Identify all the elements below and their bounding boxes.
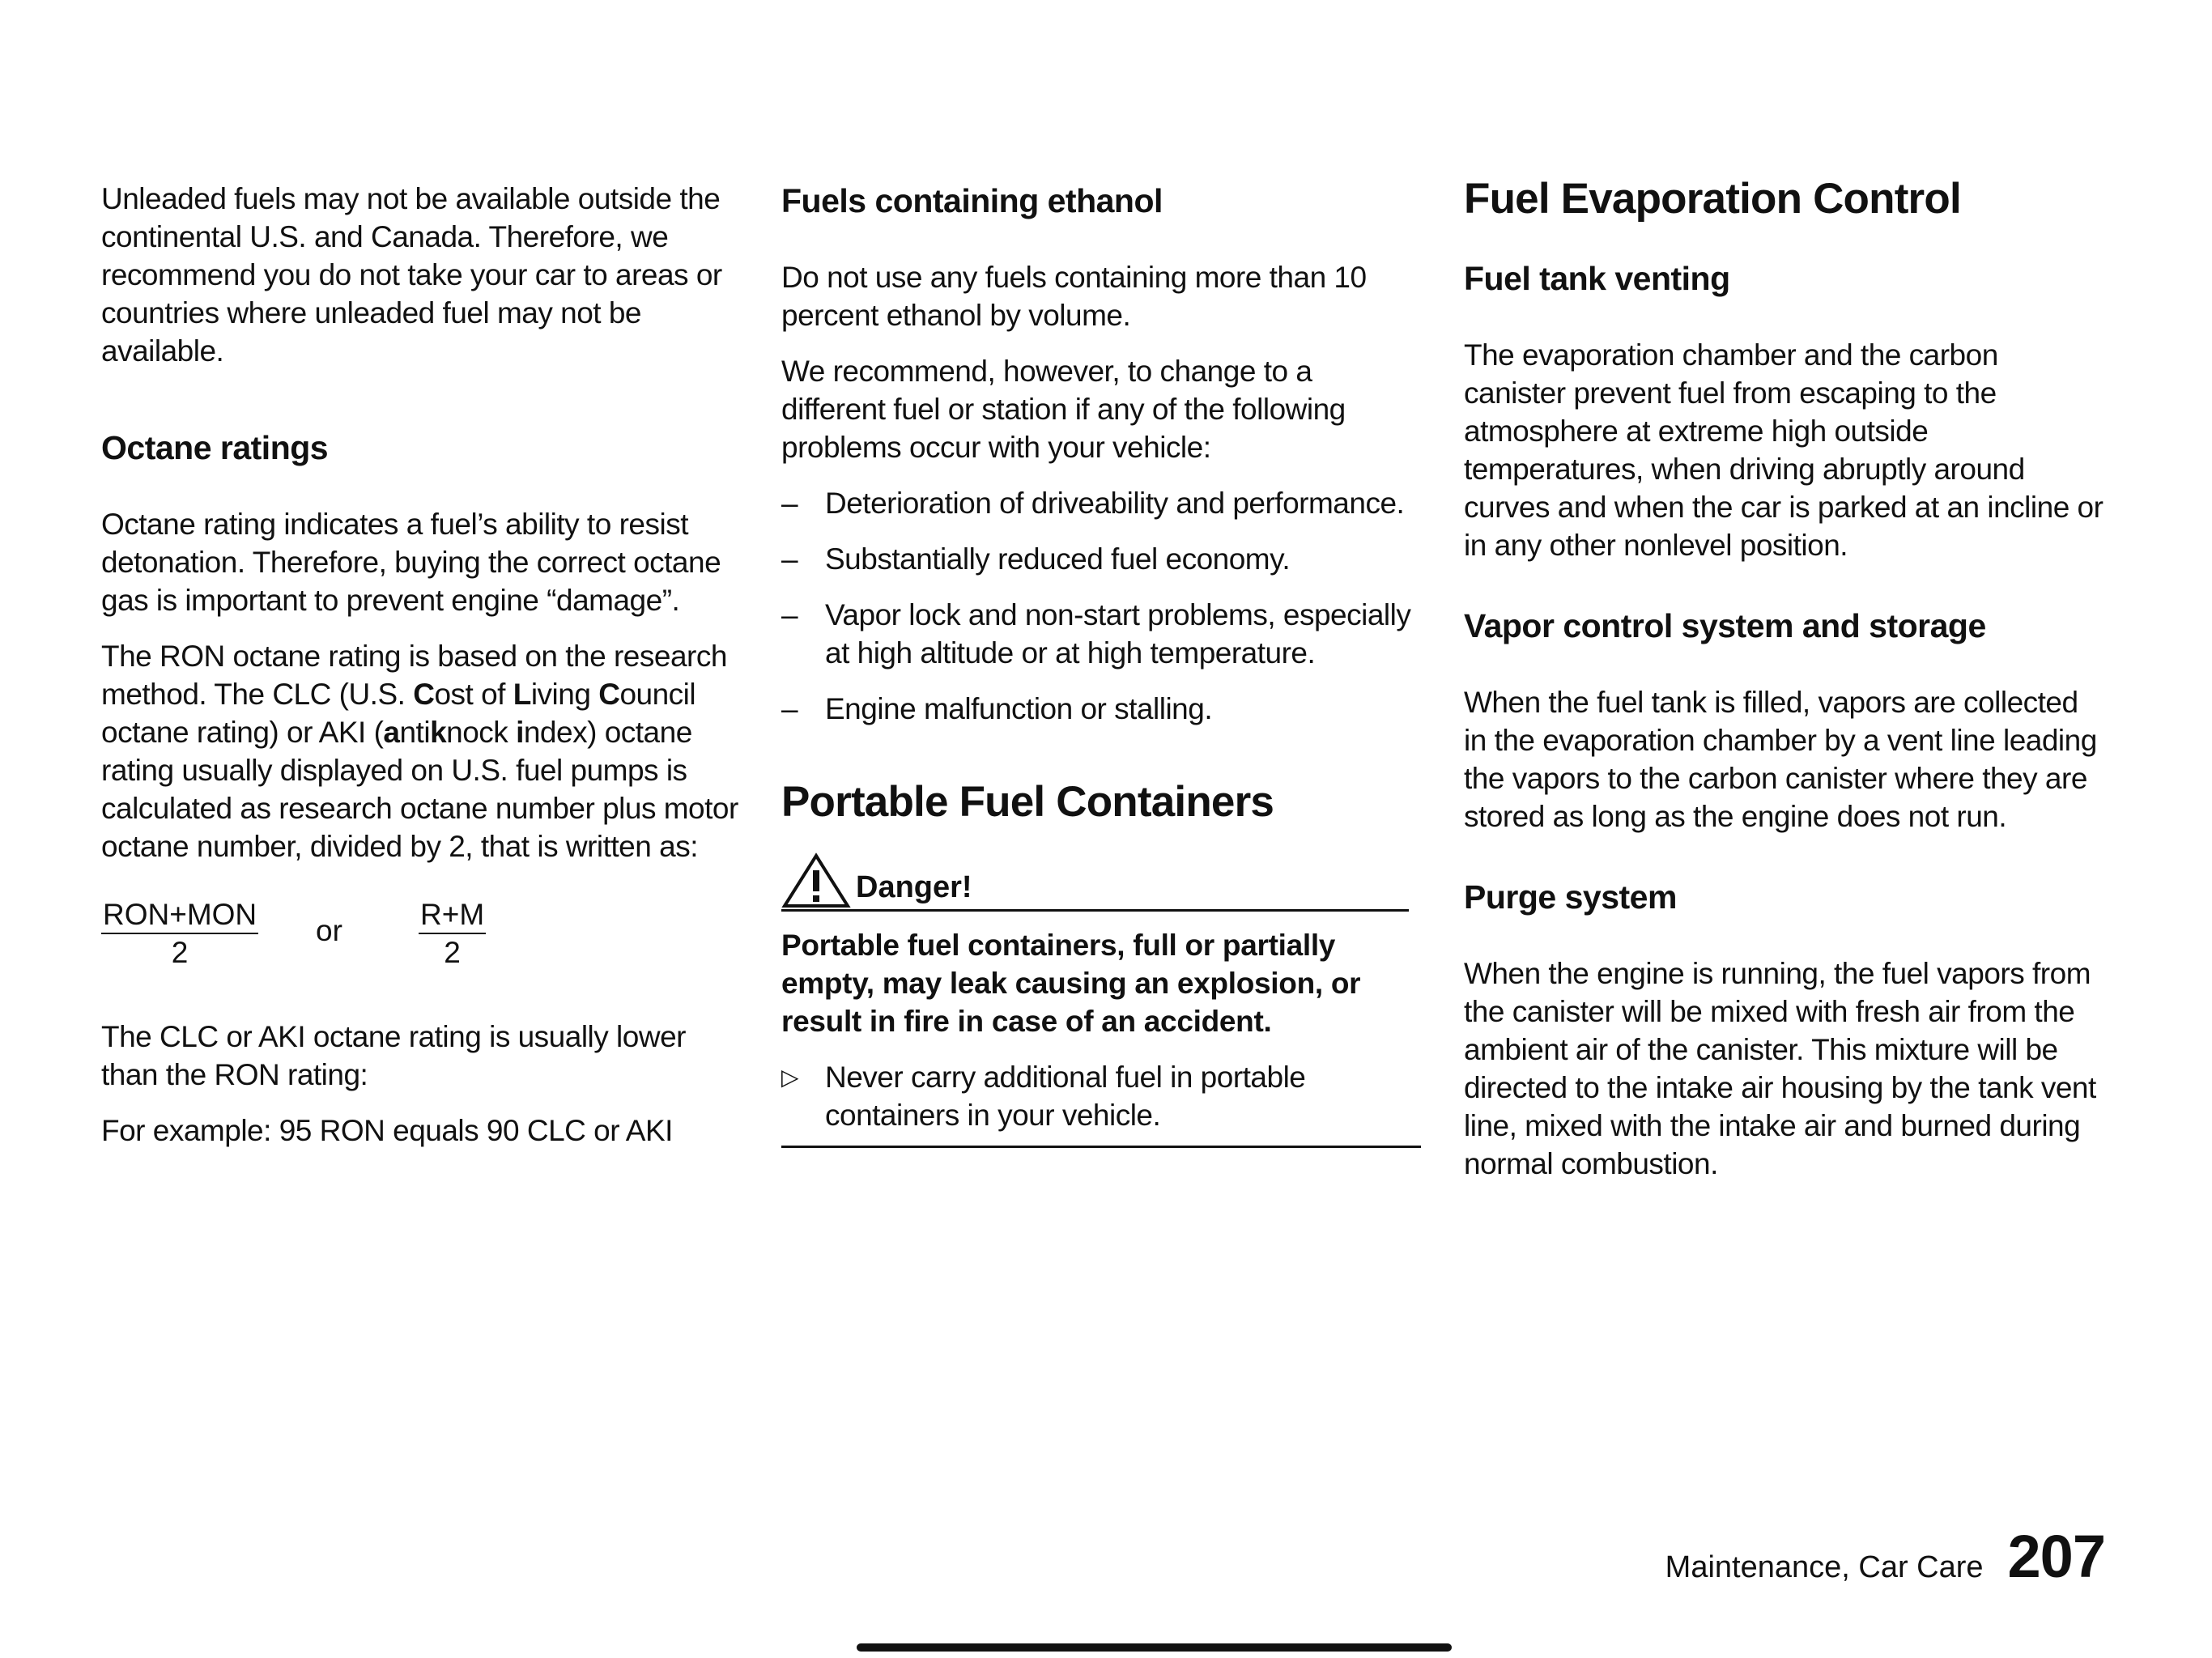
home-indicator-bar[interactable] <box>857 1643 1452 1652</box>
vapor-control-heading: Vapor control system and storage <box>1464 607 1986 644</box>
ron-paragraph: The RON octane rating is based on the research method. The CLC (U.S. Cost of Living Council octane rating) or AKI (antiknock index) octane rating usually displayed on U.S. fuel pumps is calculated as research octane number plus motor octane number, divided by 2, that is written as: <box>101 640 738 863</box>
footer-section-title: Maintenance, Car Care <box>1665 1550 1984 1584</box>
triangle-bullet-icon: ▷ <box>781 1065 799 1090</box>
problems-list <box>781 484 1421 728</box>
example-paragraph: For example: 95 RON equals 90 CLC or AKI <box>101 1114 673 1147</box>
page-number: 207 <box>2007 1523 2105 1590</box>
fraction-r-m: $\frac{R+M}{2}$ <box>420 898 485 969</box>
purge-system-heading: Purge system <box>1464 878 1677 916</box>
column-middle <box>781 180 1421 1148</box>
clc-paragraph: The CLC or AKI octane rating is usually lower than the RON rating: <box>101 1020 686 1091</box>
column-right <box>1464 175 2104 1183</box>
ethanol-heading: Fuels containing ethanol <box>781 182 1163 219</box>
portable-containers-heading: Portable Fuel Containers <box>781 778 1274 826</box>
danger-label: Danger! <box>856 870 972 904</box>
octane-paragraph: Octane rating indicates a fuel’s ability to resist detonation. Therefore, buying the correct octane gas is important to prevent engine “damage”. <box>101 508 721 617</box>
vapor-paragraph: When the fuel tank is filled, vapors are collected in the evaporation chamber by a vent line leading the vapors to the carbon canister where they are stored as long as the engine does not run. <box>1464 686 2097 833</box>
page-footer <box>1665 1522 2105 1591</box>
ethanol-paragraph-1: Do not use any fuels containing more than 10 percent ethanol by volume. <box>781 261 1367 332</box>
warning-triangle-icon <box>781 852 851 908</box>
danger-text: Portable fuel containers, full or partially empty, may leak causing an explosion, or result in fire in case of an accident. <box>781 929 1361 1038</box>
danger-box-header <box>781 852 1409 912</box>
fuel-evaporation-heading: Fuel Evaporation Control <box>1464 175 1961 223</box>
intro-paragraph: Unleaded fuels may not be available outside the continental U.S. and Canada. Therefore, we recommend you do not take your car to areas or countries where unleaded fuel may not be available. <box>101 182 722 368</box>
danger-action: ▷ Never carry additional fuel in portable containers in your vehicle. <box>781 1058 1421 1148</box>
venting-paragraph: The evaporation chamber and the carbon canister prevent fuel from escaping to the atmosphere at extreme high outside temperatures, when driving abruptly around curves and when the car is parked at an incline or in any other nonlevel position. <box>1464 338 2104 562</box>
list-item: – Deterioration of driveability and performance. <box>781 487 1405 520</box>
octane-formula <box>101 896 741 985</box>
column-left <box>101 180 741 1150</box>
octane-ratings-heading: Octane ratings <box>101 429 329 466</box>
list-item: – Vapor lock and non-start problems, especially at high altitude or at high temperature. <box>781 598 1411 670</box>
purge-paragraph: When the engine is running, the fuel vapors from the canister will be mixed with fresh air from the ambient air of the canister. This mixture will be directed to the intake air housing by the tank vent line, mixed with the intake air and burned during normal combustion. <box>1464 957 2096 1180</box>
list-item: – Engine malfunction or stalling. <box>781 692 1213 725</box>
fraction-ron-mon: RON+MON 2 <box>103 898 257 969</box>
list-item: – Substantially reduced fuel economy. <box>781 542 1291 576</box>
ethanol-paragraph-2: We recommend, however, to change to a different fuel or station if any of the following problems occur with your vehicle: <box>781 355 1346 464</box>
formula-or: or <box>316 914 342 947</box>
fuel-tank-venting-heading: Fuel tank venting <box>1464 260 1730 297</box>
